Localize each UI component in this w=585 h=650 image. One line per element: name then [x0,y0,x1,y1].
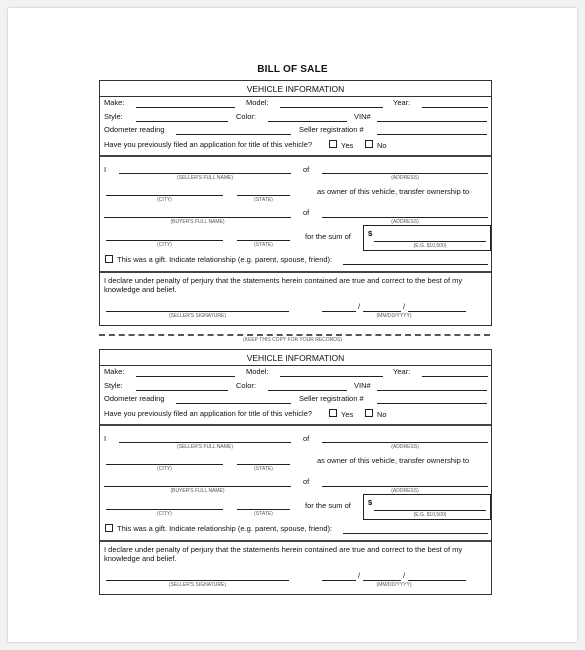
declaration-text-line2: knowledge and belief. [104,285,177,294]
sale-amount-field[interactable] [374,510,486,511]
seller-signature-field[interactable] [106,580,289,581]
seller-address-caption: (ADDRESS) [391,175,419,181]
model-label: Model: [246,367,269,376]
gift-text: This was a gift. Indicate relationship (e.g. parent, spouse, friend): [117,524,333,533]
divider [100,540,491,542]
seller-city-field[interactable] [106,464,223,465]
style-field[interactable] [136,121,228,122]
seller-state-field[interactable] [237,195,290,196]
buyer-address-caption: (ADDRESS) [391,488,419,494]
odometer-label: Odometer reading [104,394,165,403]
buyer-name-caption: (BUYER'S FULL NAME) [170,488,225,494]
date-year-field[interactable] [408,580,466,581]
date-year-field[interactable] [408,311,466,312]
seller-state-caption: (STATE) [254,197,273,203]
color-field[interactable] [268,121,347,122]
yes-checkbox[interactable] [329,140,337,148]
date-caption: (MM/DD/YYYY) [376,582,412,588]
divider [100,424,491,426]
seller-state-caption: (STATE) [254,466,273,472]
buyer-city-field[interactable] [106,509,223,510]
color-label: Color: [236,381,257,390]
seller-registration-field[interactable] [377,403,487,404]
divider [100,155,491,157]
sum-label: for the sum of [305,501,351,510]
seller-name-field[interactable] [119,173,291,174]
buyer-city-caption: (CITY) [157,511,172,517]
date-day-field[interactable] [363,311,401,312]
bill-of-sale-form-copy-2 [99,349,492,595]
seller-name-caption: (SELLER'S FULL NAME) [176,444,234,450]
seller-address-field[interactable] [322,173,488,174]
make-label: Make: [104,98,125,107]
yes-checkbox[interactable] [329,409,337,417]
buyer-address-field[interactable] [322,217,488,218]
sale-amount-field[interactable] [374,241,486,242]
prior-application-question: Have you previously filed an application for title of this vehicle? [104,409,313,418]
odometer-label: Odometer reading [104,125,165,134]
buyer-city-field[interactable] [106,240,223,241]
yes-label: Yes [341,410,354,419]
sum-label: for the sum of [305,232,351,241]
vin-label: VIN# [354,381,371,390]
date-day-field[interactable] [363,580,401,581]
divider [100,271,491,273]
buyer-address-field[interactable] [322,486,488,487]
buyer-address-caption: (ADDRESS) [391,219,419,225]
make-field[interactable] [136,376,235,377]
color-label: Color: [236,112,257,121]
seller-signature-caption: (SELLER'S SIGNATURE) [169,313,226,319]
style-label: Style: [104,112,123,121]
of-label: of [303,165,310,174]
gift-checkbox[interactable] [105,255,113,263]
date-month-field[interactable] [322,580,356,581]
divider [100,96,491,97]
amount-example-caption: (E.G. $10,500) [413,243,447,249]
seller-address-field[interactable] [322,442,488,443]
prior-application-question: Have you previously filed an application for title of this vehicle? [104,140,313,149]
gift-relationship-field[interactable] [343,264,488,265]
model-field[interactable] [280,376,383,377]
i-label: I [104,434,107,443]
seller-city-caption: (CITY) [157,466,172,472]
seller-signature-field[interactable] [106,311,289,312]
date-month-field[interactable] [322,311,356,312]
model-field[interactable] [280,107,383,108]
buyer-name-field[interactable] [104,486,291,487]
seller-name-caption: (SELLER'S FULL NAME) [176,175,234,181]
transfer-text: as owner of this vehicle, transfer ownership to [317,456,470,465]
date-caption: (MM/DD/YYYY) [376,313,412,319]
seller-city-field[interactable] [106,195,223,196]
gift-checkbox[interactable] [105,524,113,532]
vin-label: VIN# [354,112,371,121]
make-field[interactable] [136,107,235,108]
gift-text: This was a gift. Indicate relationship (e.g. parent, spouse, friend): [117,255,333,264]
color-field[interactable] [268,390,347,391]
no-checkbox[interactable] [365,409,373,417]
no-label: No [377,141,387,150]
amount-example-caption: (E.G. $10,500) [413,512,447,518]
buyer-name-caption: (BUYER'S FULL NAME) [170,219,225,225]
no-label: No [377,410,387,419]
i-label: I [104,165,107,174]
declaration-text-line1: I declare under penalty of perjury that the statements herein contained are true and correct to the best of my [104,276,463,285]
no-checkbox[interactable] [365,140,373,148]
gift-relationship-field[interactable] [343,533,488,534]
seller-name-field[interactable] [119,442,291,443]
of-label: of [303,208,310,217]
buyer-state-field[interactable] [237,240,290,241]
vehicle-info-heading: VEHICLE INFORMATION [246,84,345,94]
model-label: Model: [246,98,269,107]
sale-amount-box[interactable] [363,494,491,520]
year-field[interactable] [422,376,488,377]
date-slash: / [358,302,361,311]
vehicle-info-heading: VEHICLE INFORMATION [246,353,345,363]
buyer-state-caption: (STATE) [254,242,273,248]
of-label: of [303,477,310,486]
buyer-state-field[interactable] [237,509,290,510]
seller-city-caption: (CITY) [157,197,172,203]
buyer-name-field[interactable] [104,217,291,218]
declaration-text-line1: I declare under penalty of perjury that the statements herein contained are true and correct to the best of my [104,545,463,554]
divider [100,365,491,366]
sale-amount-box[interactable] [363,225,491,251]
seller-registration-label: Seller registration # [299,394,364,403]
of-label: of [303,434,310,443]
dollar-sign: $ [368,498,373,507]
seller-signature-caption: (SELLER'S SIGNATURE) [169,582,226,588]
year-field[interactable] [422,107,488,108]
vin-field[interactable] [377,121,487,122]
buyer-city-caption: (CITY) [157,242,172,248]
year-label: Year: [393,367,411,376]
date-slash: / [358,571,361,580]
make-label: Make: [104,367,125,376]
document-title: BILL OF SALE [257,64,328,75]
buyer-state-caption: (STATE) [254,511,273,517]
date-slash: / [403,571,406,580]
odometer-field[interactable] [176,403,291,404]
seller-registration-field[interactable] [377,134,487,135]
dollar-sign: $ [368,229,373,238]
keep-copy-note: (KEEP THIS COPY FOR YOUR RECORDS) [243,337,342,343]
yes-label: Yes [341,141,354,150]
bill-of-sale-form-copy-1 [99,80,492,326]
date-slash: / [403,302,406,311]
cut-line [99,334,490,336]
year-label: Year: [393,98,411,107]
transfer-text: as owner of this vehicle, transfer ownership to [317,187,470,196]
style-label: Style: [104,381,123,390]
declaration-text-line2: knowledge and belief. [104,554,177,563]
style-field[interactable] [136,390,228,391]
vin-field[interactable] [377,390,487,391]
seller-state-field[interactable] [237,464,290,465]
odometer-field[interactable] [176,134,291,135]
seller-registration-label: Seller registration # [299,125,364,134]
seller-address-caption: (ADDRESS) [391,444,419,450]
